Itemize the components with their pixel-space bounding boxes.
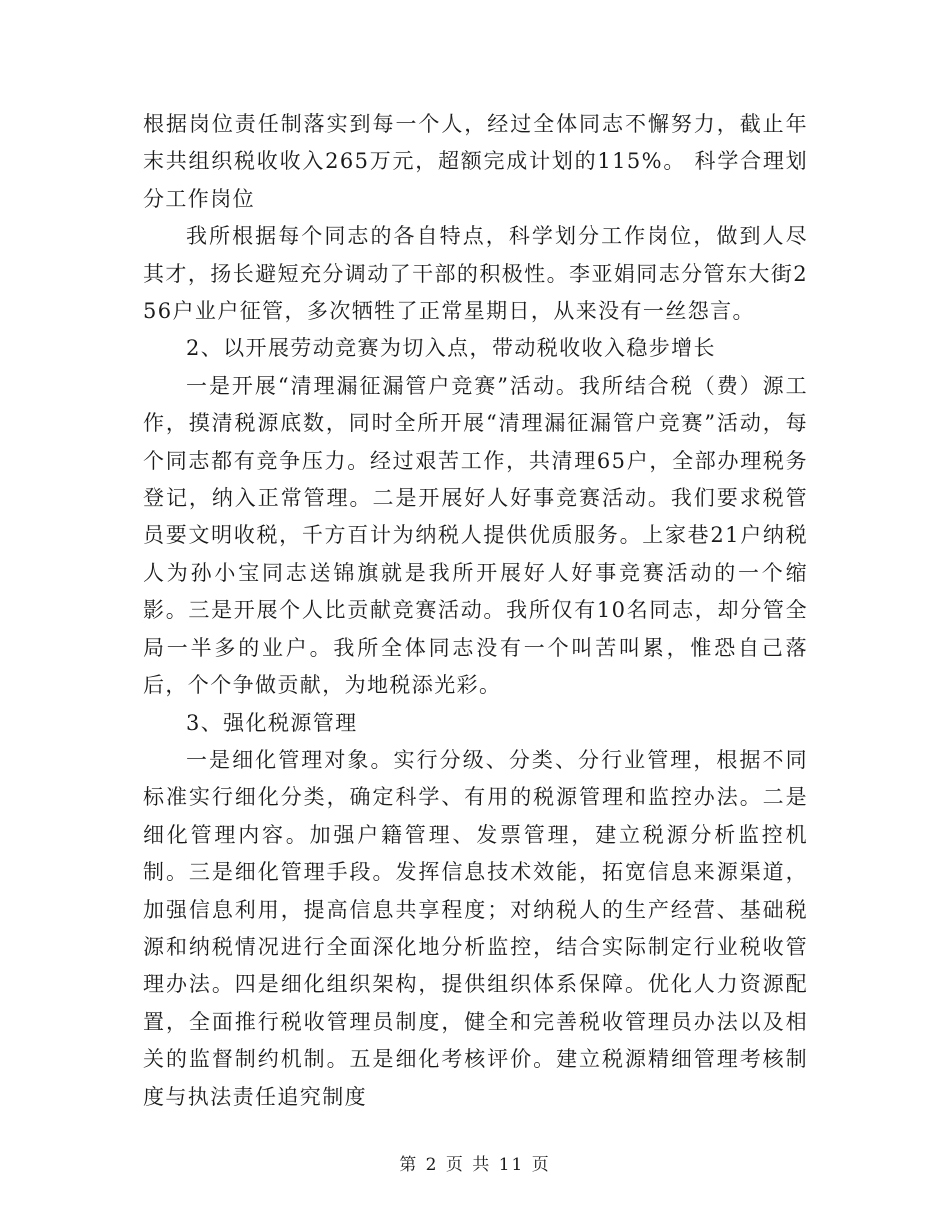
paragraph-3: 一是开展“清理漏征漏管户竞赛”活动。我所结合税（费）源工作，摸清税源底数，同时全所开展“清理漏征漏管户竞赛”活动，每个同志都有竞争压力。经过艰苦工作，共清理65户，全部办理税务登记，纳入正常管理。二是开展好人好事竞赛活动。我们要求税管员要文明收税，千方百计为纳税人提供优质服务。上家巷21户纳税人为孙小宝同志送锦旗就是我所开展好人好事竞赛活动的一个缩影。三是开展个人比贡献竞赛活动。我所仅有10名同志，却分管全局一半多的业户。我所全体同志没有一个叫苦叫累，惟恐自己落后，个个争做贡献，为地税添光彩。 <box>143 373 808 698</box>
page-number-footer: 第 2 页 共 11 页 <box>399 1155 551 1175</box>
section-heading-2: 2、以开展劳动竞赛为切入点，带动税收收入稳步增长 <box>186 336 716 361</box>
document-body <box>143 106 808 1116</box>
paragraph-2: 我所根据每个同志的各自特点，科学划分工作岗位，做到人尽其才，扬长避短充分调动了干部的积极性。李亚娟同志分管东大街256户业户征管，多次牺牲了正常星期日，从来没有一丝怨言。 <box>143 224 808 324</box>
section-heading-3: 3、强化税源管理 <box>186 710 358 735</box>
paragraph-1: 根据岗位责任制落实到每一个人，经过全体同志不懈努力，截止年末共组织税收收入265万元，超额完成计划的115%。 科学合理划分工作岗位 <box>143 112 808 211</box>
paragraph-4: 一是细化管理对象。实行分级、分类、分行业管理，根据不同标准实行细化分类，确定科学、有用的税源管理和监控办法。二是细化管理内容。加强户籍管理、发票管理，建立税源分析监控机制。三是细化管理手段。发挥信息技术效能，拓宽信息来源渠道，加强信息利用，提高信息共享程度；对纳税人的生产经营、基础税源和纳税情况进行全面深化地分析监控，结合实际制定行业税收管理办法。四是细化组织架构，提供组织体系保障。优化人力资源配置，全面推行税收管理员制度，健全和完善税收管理员办法以及相关的监督制约机制。五是细化考核评价。建立税源精细管理考核制度与执法责任追究制度 <box>143 747 808 1109</box>
